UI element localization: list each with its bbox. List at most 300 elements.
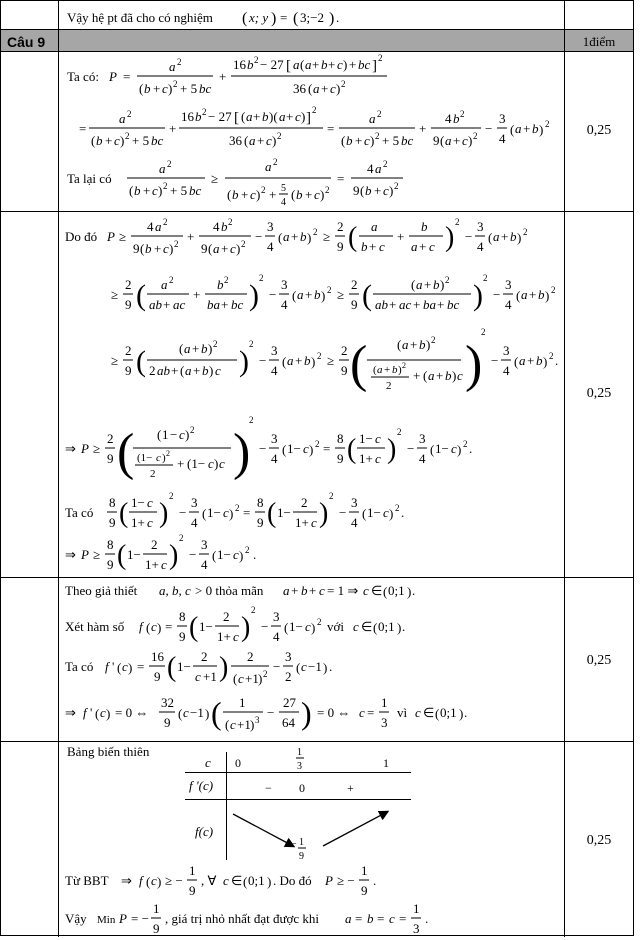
svg-text:): )	[320, 187, 325, 202]
svg-text:): )	[459, 706, 464, 721]
svg-text:1−: 1−	[207, 505, 221, 520]
svg-text:ab: ab	[375, 297, 388, 312]
svg-text:): )	[256, 187, 261, 202]
svg-text:ac: ac	[173, 297, 186, 312]
svg-text:2: 2	[245, 545, 250, 555]
svg-text:b: b	[134, 183, 141, 198]
svg-text:4: 4	[503, 363, 510, 378]
svg-text:): )	[157, 620, 162, 635]
svg-text:2: 2	[201, 649, 208, 664]
svg-text:1−: 1−	[287, 441, 301, 456]
svg-text:+: +	[187, 229, 195, 244]
svg-text:2: 2	[249, 415, 254, 425]
svg-text:2: 2	[315, 439, 320, 449]
svg-text:1: 1	[153, 901, 160, 916]
svg-text:+: +	[413, 297, 421, 312]
svg-text:a: a	[213, 241, 220, 256]
svg-text:16: 16	[151, 649, 164, 664]
svg-text:c: c	[122, 659, 128, 674]
svg-text:.: .	[464, 705, 468, 720]
svg-text:2: 2	[247, 649, 254, 664]
svg-text:≥: ≥	[211, 171, 219, 186]
svg-text:3: 3	[267, 219, 274, 234]
svg-text:2: 2	[261, 185, 266, 195]
svg-text:=: =	[399, 911, 407, 926]
svg-text:+: +	[436, 368, 444, 383]
svg-text:2: 2	[125, 277, 132, 292]
block1-prefix: Ta có:	[67, 69, 99, 84]
svg-text:(: (	[139, 81, 144, 96]
svg-text:−: −	[170, 427, 178, 442]
svg-text:=: =	[243, 505, 251, 520]
svg-text:9: 9	[433, 133, 440, 148]
svg-text:b: b	[361, 239, 368, 254]
svg-text:a: a	[493, 229, 500, 244]
svg-text:3: 3	[201, 537, 208, 552]
svg-text:− 27: − 27	[208, 109, 232, 124]
svg-text:2: 2	[277, 131, 282, 141]
svg-text:): )	[398, 364, 402, 376]
svg-text:2: 2	[397, 427, 402, 437]
svg-text:2: 2	[545, 119, 550, 129]
svg-text:Xét hàm số: Xét hàm số	[65, 619, 125, 634]
svg-text:a: a	[305, 57, 312, 72]
svg-text:c: c	[314, 187, 320, 202]
svg-text:2: 2	[463, 439, 468, 449]
svg-text:): )	[128, 660, 133, 675]
svg-text:a: a	[155, 219, 162, 234]
svg-text:c: c	[303, 441, 309, 456]
svg-text:9: 9	[179, 629, 186, 644]
svg-text:1−: 1−	[199, 619, 213, 634]
svg-text:.: .	[329, 659, 333, 674]
svg-text:Do đó: Do đó	[65, 229, 98, 244]
vt-f-label: f(c)	[195, 824, 214, 839]
svg-text:2: 2	[481, 327, 486, 337]
svg-text:≥: ≥	[323, 229, 331, 244]
svg-text:2: 2	[337, 219, 344, 234]
svg-text:a: a	[521, 287, 528, 302]
svg-text:+: +	[291, 583, 299, 598]
svg-text:c: c	[451, 441, 457, 456]
svg-text:1+: 1+	[145, 557, 159, 572]
svg-text:): )	[543, 354, 548, 369]
svg-text:2: 2	[402, 361, 406, 370]
svg-text:=: =	[337, 171, 345, 186]
svg-text:b: b	[300, 229, 307, 244]
svg-text:): )	[169, 540, 179, 571]
svg-text:a: a	[119, 111, 126, 126]
svg-text:Từ BBT: Từ BBT	[65, 873, 109, 888]
svg-text:2: 2	[249, 339, 254, 349]
svg-text:c: c	[238, 671, 244, 686]
svg-text:a: a	[297, 287, 304, 302]
svg-text:a: a	[428, 368, 435, 383]
svg-text:=: =	[377, 911, 385, 926]
svg-text:−: −	[189, 547, 197, 562]
svg-text:−: −	[491, 353, 499, 368]
svg-text:+: +	[193, 363, 201, 378]
svg-text:+: +	[153, 81, 161, 96]
svg-text:1: 1	[297, 747, 302, 758]
svg-text:x; y: x; y	[249, 10, 269, 25]
svg-text:a: a	[369, 111, 376, 126]
svg-text:bc: bc	[151, 133, 164, 148]
svg-text:+1: +1	[203, 669, 217, 684]
svg-text:2: 2	[301, 495, 308, 510]
svg-text:+: +	[413, 368, 421, 383]
svg-text:4: 4	[477, 239, 484, 254]
svg-text:): )	[301, 695, 312, 731]
svg-text:(: (	[136, 279, 146, 312]
svg-text:[: [	[234, 110, 239, 126]
svg-text:Ta có: Ta có	[65, 505, 94, 520]
svg-text:+: +	[154, 241, 162, 256]
svg-text:): )	[319, 498, 329, 529]
svg-text:): )	[473, 279, 483, 312]
svg-text:4: 4	[267, 239, 274, 254]
svg-text:): )	[343, 57, 348, 72]
svg-text:): )	[370, 133, 375, 148]
score-3: 0,25	[586, 653, 612, 668]
svg-text:bc: bc	[189, 183, 202, 198]
svg-text:2: 2	[327, 285, 332, 295]
svg-text:+: +	[453, 133, 461, 148]
svg-text:4: 4	[419, 451, 426, 466]
svg-text:3: 3	[351, 495, 358, 510]
svg-text:16: 16	[233, 57, 246, 72]
svg-text:': '	[112, 659, 115, 674]
svg-text:): )	[250, 717, 255, 732]
svg-text:4: 4	[271, 451, 278, 466]
svg-text:(: (	[383, 584, 388, 599]
svg-text:−1: −1	[308, 659, 322, 674]
svg-text:≥: ≥	[93, 547, 101, 562]
svg-text:2: 2	[177, 57, 182, 67]
svg-text:(1−: (1−	[137, 452, 153, 464]
svg-text:+ 5: + 5	[132, 133, 150, 148]
svg-text:2: 2	[473, 131, 478, 141]
svg-text:c: c	[195, 669, 201, 684]
svg-text:(: (	[488, 230, 493, 245]
svg-text:bc: bc	[401, 133, 414, 148]
svg-text:(: (	[278, 230, 283, 245]
svg-text:2: 2	[549, 351, 554, 361]
svg-text:P: P	[325, 873, 333, 888]
svg-text:2: 2	[241, 239, 246, 249]
svg-text:1−: 1−	[359, 431, 373, 446]
svg-text:b: b	[536, 353, 543, 368]
svg-text:a: a	[377, 364, 383, 376]
svg-text:(: (	[180, 363, 185, 378]
svg-text:9: 9	[107, 557, 114, 572]
svg-text:2: 2	[163, 181, 168, 191]
vt-c0: 0	[235, 756, 241, 770]
svg-text:c: c	[250, 187, 256, 202]
svg-text:3: 3	[271, 431, 278, 446]
svg-text:2: 2	[125, 343, 132, 358]
svg-text:2: 2	[523, 227, 528, 237]
svg-text:c: c	[223, 505, 229, 520]
svg-text:= −: = −	[131, 911, 149, 926]
svg-text:.: .	[253, 547, 257, 562]
svg-text:− 27: − 27	[260, 57, 284, 72]
svg-text:b: b	[145, 241, 152, 256]
svg-text:0;1: 0;1	[388, 583, 405, 598]
svg-text:+: +	[523, 121, 531, 136]
svg-text:2: 2	[223, 609, 230, 624]
question-number: Câu 9	[1, 30, 59, 51]
svg-text:): )	[307, 230, 312, 245]
svg-text:+: +	[355, 133, 363, 148]
svg-text:4: 4	[273, 629, 280, 644]
svg-text:(: (	[211, 695, 222, 731]
svg-text:+: +	[241, 187, 249, 202]
svg-text:(: (	[282, 442, 287, 457]
svg-text:c: c	[375, 431, 381, 446]
svg-text:−: −	[259, 353, 267, 368]
svg-text:32: 32	[161, 695, 174, 710]
svg-text:+: +	[295, 353, 303, 368]
svg-text:b: b	[419, 337, 426, 352]
svg-text:a: a	[515, 121, 522, 136]
svg-text:.: .	[425, 911, 429, 926]
svg-text:]: ]	[372, 58, 377, 74]
svg-text:.: .	[402, 619, 406, 634]
svg-text:): )	[185, 427, 190, 442]
svg-text:(: (	[146, 620, 151, 635]
svg-text:(: (	[241, 109, 246, 124]
svg-text:3: 3	[499, 111, 506, 126]
svg-text:c: c	[383, 505, 389, 520]
svg-text:c: c	[429, 239, 435, 254]
svg-text:1−: 1−	[277, 505, 291, 520]
svg-text:P: P	[119, 911, 127, 926]
svg-text:(: (	[362, 279, 372, 312]
svg-text:3: 3	[255, 715, 260, 725]
svg-text:2: 2	[107, 431, 114, 446]
vt-c2: 1	[383, 756, 389, 770]
score-4: 0,25	[586, 833, 612, 848]
svg-text:−: −	[255, 229, 263, 244]
svg-text:= 0 ⇔: = 0 ⇔	[115, 705, 149, 720]
svg-text:(: (	[514, 354, 519, 369]
svg-text:+: +	[291, 229, 299, 244]
svg-text:vì: vì	[397, 705, 408, 720]
svg-text:3: 3	[271, 343, 278, 358]
svg-text:Theo giả thiết: Theo giả thiết	[65, 583, 138, 598]
svg-text:2: 2	[313, 227, 318, 237]
svg-text:c: c	[152, 183, 158, 198]
svg-text:2: 2	[167, 159, 172, 169]
svg-text:1−: 1−	[367, 505, 381, 520]
svg-text:2: 2	[127, 109, 132, 119]
svg-text:): )	[387, 434, 397, 465]
svg-text:1+: 1+	[295, 515, 309, 530]
svg-text:1: 1	[299, 837, 304, 848]
svg-text:): )	[241, 612, 251, 643]
vt-fp-label: f '(c)	[189, 778, 214, 793]
svg-text:2: 2	[263, 669, 268, 679]
svg-text:): )	[397, 620, 402, 635]
svg-text:b: b	[201, 341, 208, 356]
svg-text:ba: ba	[207, 297, 220, 312]
svg-text:(: (	[292, 288, 297, 303]
svg-text:(: (	[440, 133, 445, 148]
svg-text:b: b	[221, 219, 228, 234]
svg-text:=: =	[165, 619, 173, 634]
svg-text:⇒: ⇒	[65, 705, 76, 720]
svg-text:+: +	[349, 57, 357, 72]
svg-text:+: +	[410, 337, 418, 352]
svg-text:−: −	[261, 619, 269, 634]
svg-text:= 1 ⇒: = 1 ⇒	[327, 583, 359, 598]
svg-text:(: (	[242, 10, 248, 27]
svg-text:=: =	[280, 10, 288, 25]
svg-text:3: 3	[273, 609, 280, 624]
svg-text:(: (	[136, 345, 146, 378]
svg-text:c: c	[151, 619, 157, 634]
svg-text:+: +	[105, 133, 113, 148]
svg-text:2: 2	[228, 217, 233, 227]
svg-text:2: 2	[259, 273, 264, 283]
svg-text:c: c	[219, 456, 225, 471]
svg-text:+: +	[309, 583, 317, 598]
svg-text:2: 2	[149, 363, 156, 378]
svg-text:Min: Min	[97, 914, 116, 926]
svg-text:(: (	[243, 874, 248, 889]
svg-text:9: 9	[299, 851, 304, 862]
svg-text:+: +	[419, 121, 427, 136]
svg-text:(: (	[244, 133, 249, 148]
svg-text:(: (	[373, 620, 378, 635]
svg-text:+: +	[305, 287, 313, 302]
svg-text:= 0 ⇔: = 0 ⇔	[317, 705, 351, 720]
svg-text:2: 2	[179, 533, 184, 543]
svg-text:> 0 thỏa mãn: > 0 thỏa mãn	[195, 583, 264, 598]
svg-text:): )	[452, 368, 457, 383]
svg-text:b: b	[195, 109, 202, 124]
svg-text:2: 2	[431, 335, 436, 345]
svg-text:.: .	[401, 505, 405, 520]
svg-text:3: 3	[413, 921, 420, 936]
svg-text:bc: bc	[447, 297, 460, 312]
svg-text:2: 2	[377, 109, 382, 119]
svg-text:.: .	[336, 10, 340, 25]
svg-text:−: −	[407, 441, 415, 456]
svg-text:9: 9	[201, 241, 208, 256]
svg-text:(: (	[291, 187, 296, 202]
svg-text:9: 9	[257, 515, 264, 530]
question-header-row	[1, 29, 633, 51]
svg-text:1−: 1−	[435, 441, 449, 456]
svg-text:8: 8	[107, 537, 114, 552]
svg-text:): )	[272, 133, 277, 148]
svg-text:8: 8	[257, 495, 264, 510]
svg-text:(: (	[267, 498, 277, 529]
svg-text:≥: ≥	[119, 229, 127, 244]
svg-text:+: +	[527, 353, 535, 368]
svg-text:f: f	[83, 705, 87, 720]
svg-text:ab: ab	[157, 363, 170, 378]
svg-text:): )	[159, 498, 169, 529]
svg-text:a: a	[185, 363, 192, 378]
svg-text:c: c	[215, 363, 221, 378]
svg-text:+1: +1	[237, 717, 251, 732]
svg-text:b: b	[314, 287, 321, 302]
svg-text:(: (	[516, 288, 521, 303]
svg-text:+: +	[221, 297, 229, 312]
svg-text:a: a	[265, 159, 272, 174]
svg-text:36: 36	[293, 81, 306, 96]
svg-text:1+: 1+	[359, 451, 373, 466]
svg-text:+: +	[305, 187, 313, 202]
svg-text:c: c	[156, 452, 161, 464]
svg-text:9: 9	[351, 297, 358, 312]
svg-text:2: 2	[455, 217, 460, 227]
svg-text:c: c	[330, 81, 336, 96]
svg-text:c: c	[462, 133, 468, 148]
svg-text:bc: bc	[358, 57, 371, 72]
svg-text:3: 3	[281, 277, 288, 292]
svg-text:2: 2	[551, 285, 556, 295]
svg-text:(: (	[117, 660, 122, 675]
svg-text:(: (	[341, 133, 346, 148]
svg-text:+1: +1	[245, 671, 259, 686]
svg-text:bc: bc	[199, 81, 212, 96]
svg-text:+: +	[192, 341, 200, 356]
svg-text:c: c	[319, 583, 325, 598]
svg-text:+: +	[169, 121, 177, 136]
svg-text:2: 2	[169, 275, 174, 285]
svg-text:≥: ≥	[93, 441, 101, 456]
svg-text:1: 1	[381, 695, 388, 710]
svg-text:c: c	[230, 717, 236, 732]
svg-text:4: 4	[499, 131, 506, 146]
svg-text:0;1: 0;1	[248, 873, 265, 888]
svg-text:b: b	[453, 111, 460, 126]
svg-text:c: c	[100, 705, 106, 720]
svg-text:5: 5	[281, 183, 286, 194]
svg-text:9: 9	[109, 515, 116, 530]
svg-text:−: −	[269, 287, 277, 302]
svg-text:a: a	[402, 337, 409, 352]
svg-text:): )	[336, 81, 341, 96]
svg-text:.: .	[469, 441, 473, 456]
block-4-conclusion	[61, 861, 563, 937]
svg-text:f: f	[139, 873, 143, 888]
svg-text:1−: 1−	[177, 659, 191, 674]
svg-text:2: 2	[166, 449, 170, 458]
svg-text:+: +	[219, 69, 227, 84]
svg-text:P: P	[109, 69, 117, 84]
svg-text:b: b	[421, 219, 428, 234]
svg-text:(: (	[95, 706, 100, 721]
svg-text:2: 2	[169, 491, 174, 501]
svg-text:b: b	[247, 57, 254, 72]
svg-text:(: (	[208, 241, 213, 256]
svg-text:1+: 1+	[217, 629, 231, 644]
svg-text:2: 2	[163, 217, 168, 227]
svg-text:c: c	[415, 705, 421, 720]
svg-text:b: b	[217, 277, 224, 292]
svg-text:(: (	[225, 717, 230, 732]
svg-text:2: 2	[375, 131, 380, 141]
question-points: 1điểm	[582, 34, 616, 49]
svg-text:4: 4	[367, 161, 374, 176]
svg-text:(: (	[350, 336, 368, 393]
svg-text:+: +	[419, 239, 427, 254]
